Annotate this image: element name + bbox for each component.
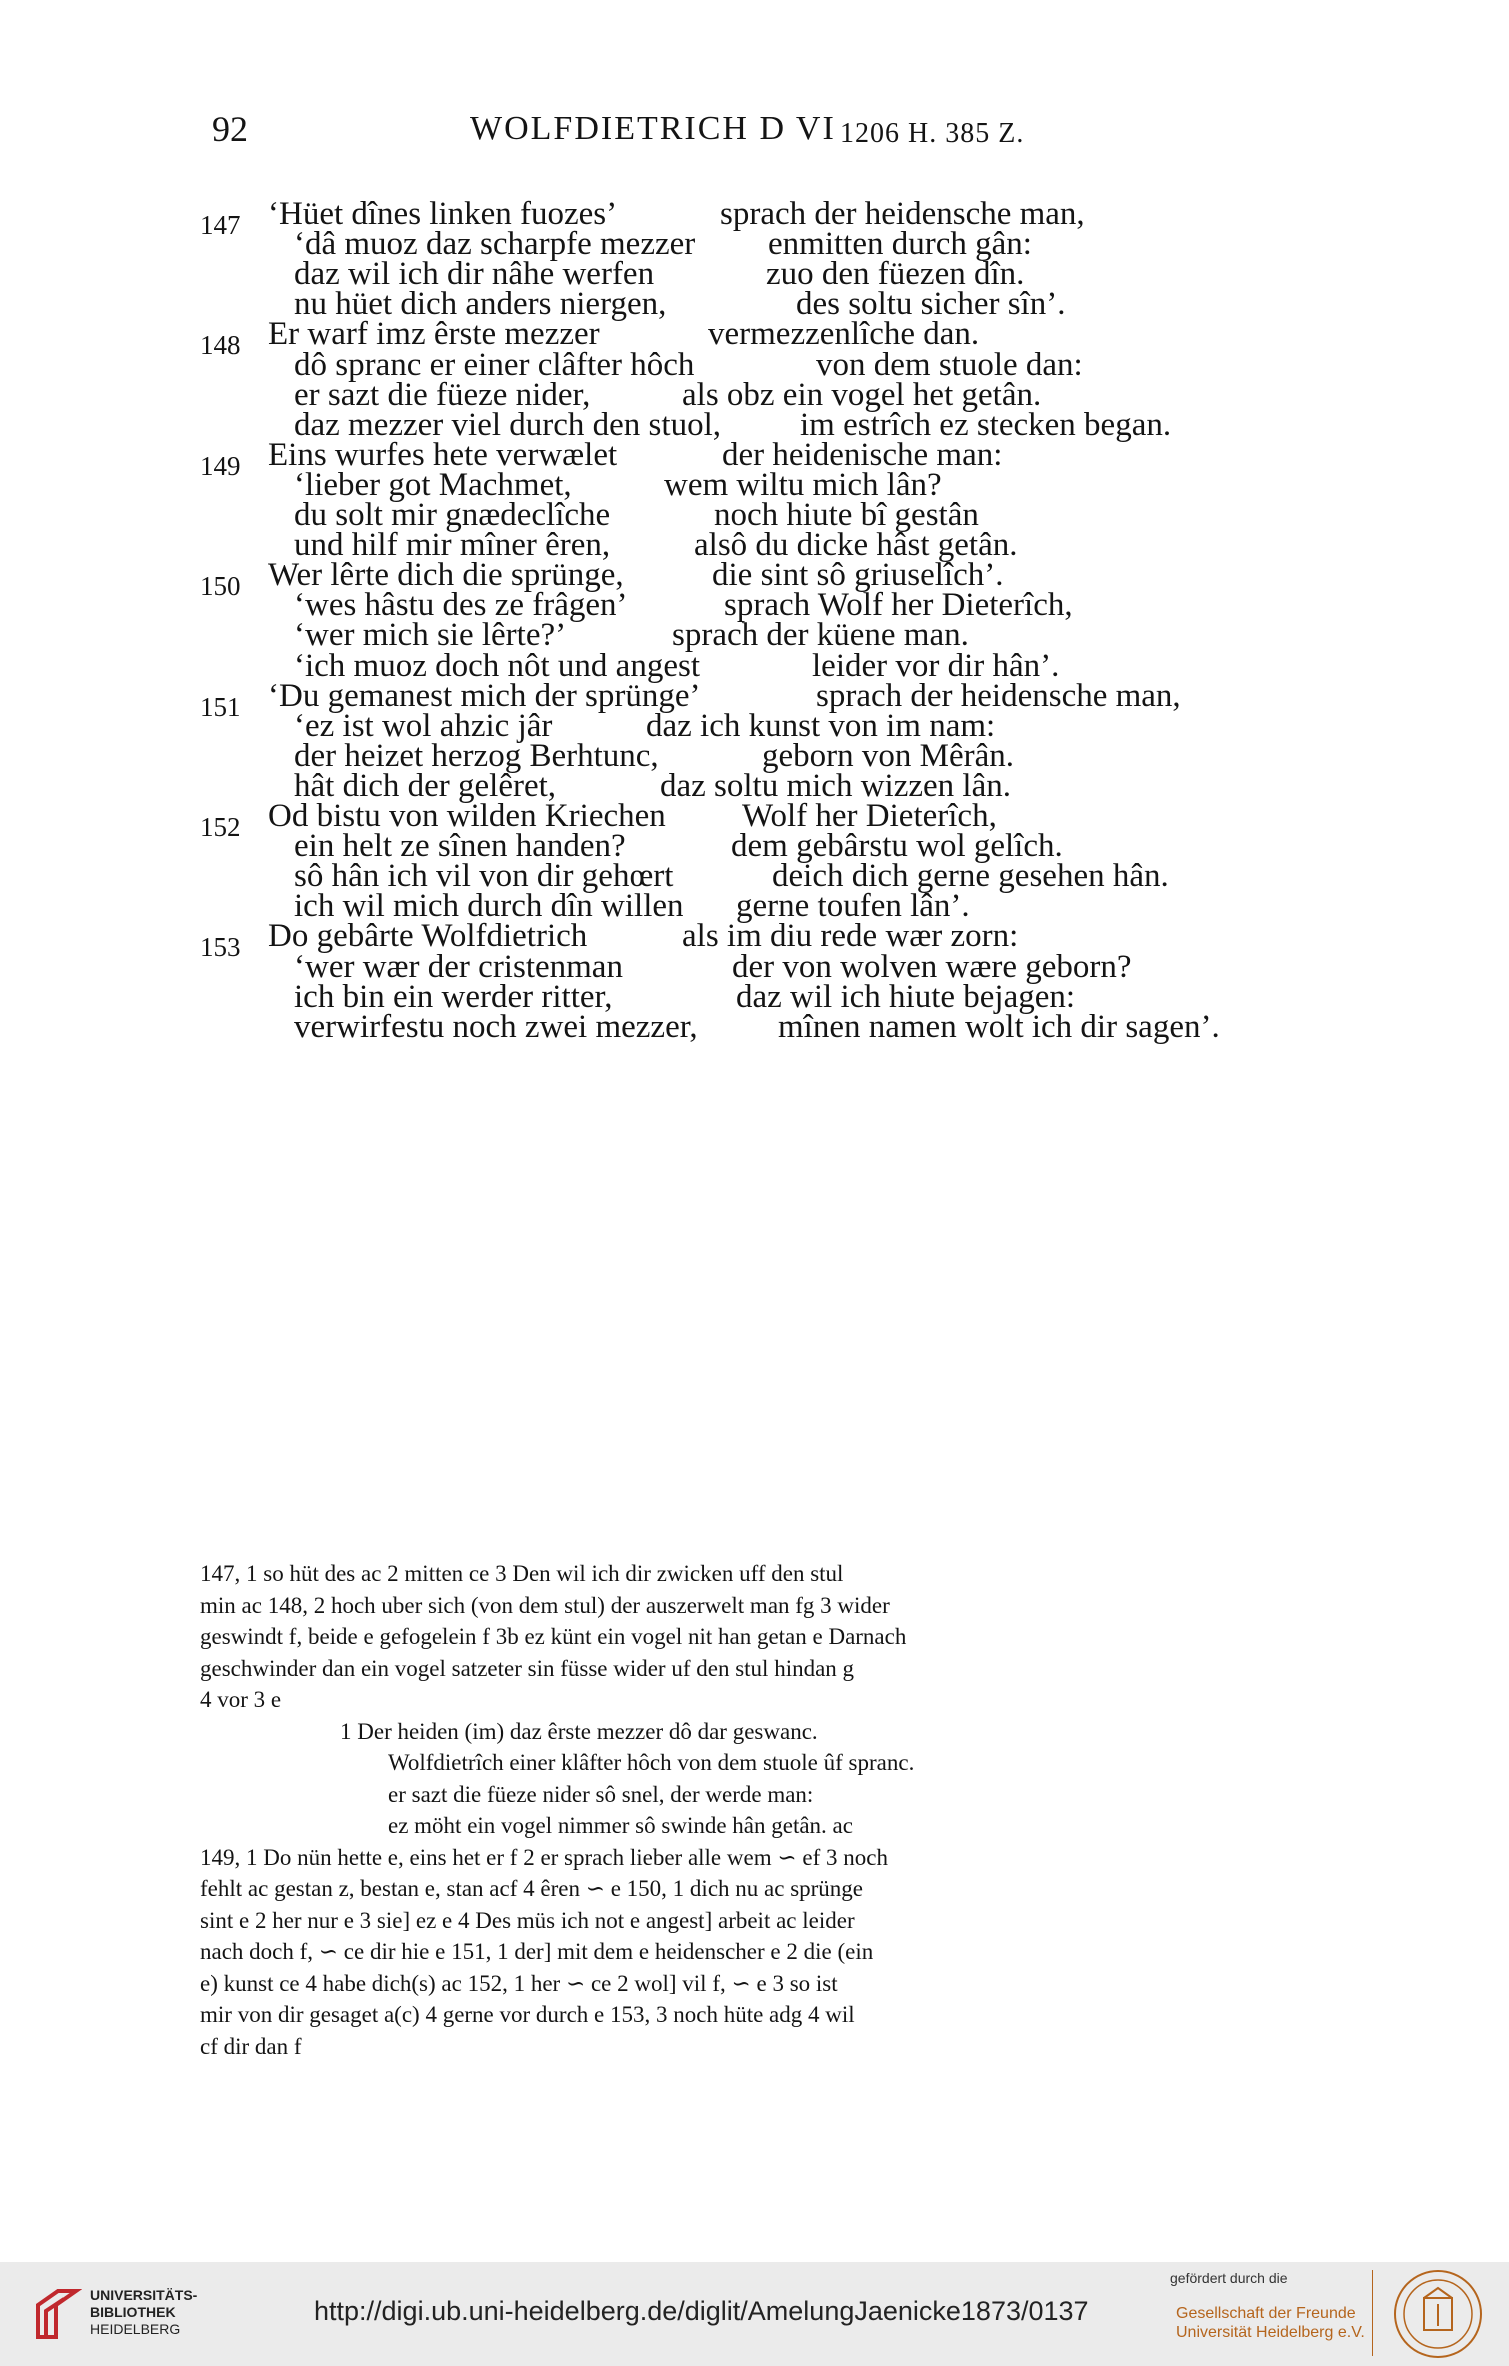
library-name xyxy=(90,2287,197,2338)
footnote-line: sint e 2 her nur e 3 sie] ez e 4 Des müs ich not e angest] arbeit ac leider xyxy=(200,1907,855,1933)
footnote-line: min ac 148, 2 hoch uber sich (von dem stul) der auszerwelt man fg 3 wider xyxy=(200,1592,890,1618)
verse-second-half: geborn von Mêrân. xyxy=(762,737,1015,774)
verse-second-half: des soltu sicher sîn’. xyxy=(796,286,1066,323)
verse-second-half: der von wolven wære geborn? xyxy=(732,948,1132,985)
verse-first-half: hât dich der gelêret, xyxy=(294,767,557,804)
society-line: Universität Heidelberg e.V. xyxy=(1176,2324,1365,2341)
verse-first-half: ich bin ein werder ritter, xyxy=(294,978,613,1015)
verse-first-half: ‘Hüet dînes linken fuozes’ xyxy=(268,196,618,232)
funded-by-label: gefördert durch die xyxy=(1170,2270,1288,2286)
footnote-line: 147, 1 so hüt des ac 2 mitten ce 3 Den wil ich dir zwicken uff den stul xyxy=(200,1561,844,1586)
verse-second-half: Wolf her Dieterîch, xyxy=(742,798,997,834)
verse-second-half: die sint sô griuselîch’. xyxy=(712,557,1004,594)
verse-first-half: dô spranc er einer clâfter hôch xyxy=(294,346,695,383)
footnote-line: mir von dir gesaget a(c) 4 gerne vor durch e 153, 3 noch hüte adg 4 wil xyxy=(200,2002,855,2027)
university-seal-icon xyxy=(1392,2268,1484,2360)
strophe-number: 153 xyxy=(200,932,241,963)
verse-first-half: Er warf imz êrste mezzer xyxy=(268,316,600,353)
verse-second-half: gerne toufen lân’. xyxy=(736,888,970,925)
verse-second-half: noch hiute bî gestân xyxy=(714,497,979,533)
verse-first-half: ich wil mich durch dîn willen xyxy=(294,888,684,925)
verse-first-half: sô hân ich vil von dir gehœrt xyxy=(294,858,674,895)
library-line: HEIDELBERG xyxy=(90,2321,181,2337)
footnote-line: 149, 1 Do nün hette e, eins het er f 2 er sprach lieber alle wem ∽ ef 3 noch xyxy=(200,1844,888,1870)
verse-second-half: im estrîch ez stecken began. xyxy=(800,406,1172,443)
footnote-variant-line: ez möht ein vogel nimmer sô swinde hân getân. ac xyxy=(388,1813,853,1838)
verse-second-half: als obz ein vogel het getân. xyxy=(682,376,1042,413)
footnote-variant-line: 1 Der heiden (im) daz êrste mezzer dô dar geswanc. xyxy=(340,1718,818,1744)
verse-first-half: Eins wurfes hete verwælet xyxy=(268,436,618,473)
strophe-number: 149 xyxy=(200,450,241,481)
verse-first-half: ‘wes hâstu des ze frâgen’ xyxy=(294,587,628,624)
verse-second-half: sprach der heidensche man, xyxy=(720,196,1085,232)
permalink[interactable]: http://digi.ub.uni-heidelberg.de/diglit/AmelungJaenicke1873/0137 xyxy=(314,2296,1089,2326)
library-line: BIBLIOTHEK xyxy=(90,2304,176,2320)
verse-second-half: zuo den füezen dîn. xyxy=(766,256,1025,293)
verse-second-half: leider vor dir hân’. xyxy=(812,647,1060,684)
verse-first-half: ‘ez ist wol ahzic jâr xyxy=(294,707,553,744)
verse-first-half: ‘ich muoz doch nôt und angest xyxy=(294,647,700,684)
verse-second-half: daz wil ich hiute bejagen: xyxy=(736,978,1076,1015)
footnote-line: fehlt ac gestan z, bestan e, stan acf 4 êren ∽ e 150, 1 dich nu ac sprünge xyxy=(200,1876,864,1901)
footnote-line: e) kunst ce 4 habe dich(s) ac 152, 1 her ∽ ce 2 wol] vil f, ∽ e 3 so ist xyxy=(200,1970,838,1996)
verse-first-half: ‘wer mich sie lêrte?’ xyxy=(294,617,567,654)
verse-second-half: deich dich gerne gesehen hân. xyxy=(772,858,1169,895)
verse-second-half: sprach der küene man. xyxy=(672,617,969,654)
verse-second-half: daz soltu mich wizzen lân. xyxy=(660,767,1011,804)
verse-second-half: wem wiltu mich lân? xyxy=(664,466,942,503)
verse-first-half: verwirfestu noch zwei mezzer, xyxy=(294,1008,698,1045)
strophe-number: 151 xyxy=(200,691,241,722)
verse-first-half: ‘Du gemanest mich der sprünge’ xyxy=(268,677,701,714)
footnote-line: geschwinder dan ein vogel satzeter sin füsse wider uf den stul hindan g xyxy=(200,1655,855,1681)
verse-first-half: ‘wer wær der cristenman xyxy=(294,948,623,985)
strophe-number: 150 xyxy=(200,571,241,602)
footer-divider xyxy=(1372,2270,1373,2356)
verse-second-half: enmitten durch gân: xyxy=(768,226,1032,263)
verse-second-half: dem gebârstu wol gelîch. xyxy=(731,828,1063,865)
verse-second-half: vermezzenlîche dan. xyxy=(708,316,980,353)
verse-first-half: daz wil ich dir nâhe werfen xyxy=(294,256,655,293)
verse-second-half: der heidenische man: xyxy=(722,436,1003,473)
footnote-line: geswindt f, beide e gefogelein f 3b ez künt ein vogel nit han getan e Darnach xyxy=(200,1624,907,1649)
verse-first-half: ‘lieber got Machmet, xyxy=(294,466,572,503)
verse-reference: 1206 H. 385 Z. xyxy=(840,118,1025,149)
verse-first-half: und hilf mir mîner êren, xyxy=(294,527,611,564)
verse-second-half: sprach der heidensche man, xyxy=(816,677,1181,714)
footnote-line: 4 vor 3 e xyxy=(200,1687,282,1712)
verse-second-half: sprach Wolf her Dieterîch, xyxy=(724,587,1073,624)
verse-first-half: Do gebârte Wolfdietrich xyxy=(268,918,588,955)
library-line: UNIVERSITÄTS- xyxy=(90,2287,198,2303)
verse-first-half: Wer lêrte dich die sprünge, xyxy=(268,557,624,594)
strophe-number: 152 xyxy=(200,812,241,842)
page-number: 92 xyxy=(212,109,248,149)
society-name xyxy=(1176,2304,1365,2342)
verse-first-half: er sazt die füeze nider, xyxy=(294,376,591,413)
verse-second-half: mînen namen wolt ich dir sagen’. xyxy=(778,1008,1220,1045)
verse-first-half: der heizet herzog Berhtunc, xyxy=(294,737,659,774)
footnote-line: nach doch f, ∽ ce dir hie e 151, 1 der] mit dem e heidenscher e 2 die (ein xyxy=(200,1939,874,1964)
running-title: WOLFDIETRICH D VI xyxy=(470,110,836,147)
footnote-variant-line: Wolfdietrîch einer klâfter hôch von dem stuole ûf spranc. xyxy=(388,1750,915,1775)
library-logo-icon xyxy=(32,2285,82,2343)
verse-second-half: als im diu rede wær zorn: xyxy=(682,918,1019,955)
critical-apparatus xyxy=(200,1558,1300,2062)
verse-first-half: ‘dâ muoz daz scharpfe mezzer xyxy=(294,226,696,263)
verse-second-half: daz ich kunst von im nam: xyxy=(646,707,996,744)
strophe-number: 147 xyxy=(200,210,241,240)
verse-first-half: Od bistu von wilden Kriechen xyxy=(268,798,666,834)
verse-second-half: von dem stuole dan: xyxy=(816,346,1083,383)
footnote-variant-line: er sazt die füeze nider sô snel, der werde man: xyxy=(388,1781,814,1807)
strophe-number: 148 xyxy=(200,330,241,361)
society-line: Gesellschaft der Freunde xyxy=(1176,2305,1356,2322)
page-header xyxy=(0,108,1509,158)
verse-first-half: du solt mir gnædeclîche xyxy=(294,497,611,533)
verse-first-half: ein helt ze sînen handen? xyxy=(294,828,626,865)
verse-first-half: nu hüet dich anders niergen, xyxy=(294,286,667,323)
footnote-line: cf dir dan f xyxy=(200,2033,302,2059)
verse-first-half: daz mezzer viel durch den stuol, xyxy=(294,406,721,443)
verse-second-half: alsô du dicke hâst getân. xyxy=(694,527,1018,564)
